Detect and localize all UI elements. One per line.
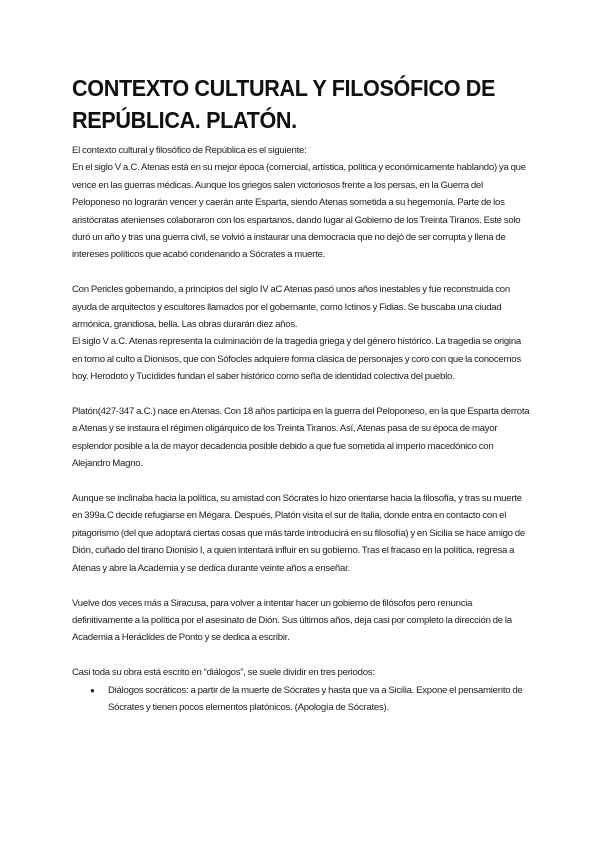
document-page bbox=[72, 72, 530, 716]
bullet-icon: ● bbox=[90, 685, 95, 695]
paragraph-platon-nacimiento: Platón(427-347 a.C.) nace en Atenas. Con 18 años participa en la guerra del Peloponeso, en la que Esparta derrota a Atenas y se instaura el régimen oligárquico de los Treinta Tiranos. Así, Atenas pasa de su época de mayor esplendor posible a la de mayor decadencia posible debido a que fue sometida al imperio macedónico con Alejandro Magno. bbox=[72, 406, 530, 470]
paragraph-gap bbox=[72, 647, 530, 664]
title-line-1: CONTEXTO CULTURAL Y FILOSÓFICO DE bbox=[72, 75, 496, 101]
paragraph-gap bbox=[72, 386, 530, 403]
paragraph-gap bbox=[72, 473, 530, 490]
list-item bbox=[90, 682, 530, 717]
intro-paragraph: El contexto cultural y filosófico de República es el siguiente: bbox=[72, 145, 307, 156]
title-line-2: REPÚBLICA. PLATÓN. bbox=[72, 107, 297, 133]
paragraph-siglo-v: En el siglo V a.C. Atenas está en su mejor época (comercial, artística, política y económicamente hablando) ya que vence en las guerras médicas. Aunque los griegos salen victoriosos frente a los persas, en la Guerra del Peloponeso no lograrán vencer y caerán ante Esparta, siendo Atenas sometida a su hegemonía. Parte de los aristócratas atenienses colaboraron con los espartanos, dando lugar al Gobierno de los Treinta Tiranos. Este solo duró un año y tras una guerra civil, se volvió a instaurar una democracia que no dejó de ser corrupta y llena de intereses políticos que acabó condenando a Sócrates a muerte. bbox=[72, 162, 526, 261]
paragraph-siracusa: Vuelve dos veces más a Siracusa, para volver a intentar hacer un gobierno de filósofos pero renuncia definitivamente a la política por el asesinato de Dión. Sus últimos años, deja casi por completo la dirección de la Academia a Heráclides de Ponto y se dedica a escribir. bbox=[72, 597, 512, 644]
list-item-text: Diálogos socráticos: a partir de la muerte de Sócrates y hasta que va a Sicilia. Expone el pensamiento de Sócrates y tienen pocos elementos platónicos. (Apología de Sócrates). bbox=[108, 684, 523, 713]
paragraph-pericles: Con Pericles gobernando, a principios del siglo IV aC Atenas pasó unos años inestables y fue reconstruida con ayuda de arquitectos y escultores llamados por el gobernante, como Ictinos y Fidias. Se buscaba una ciudad armónica, grandiosa, bella. Las obras durarán diez años. bbox=[72, 284, 510, 331]
periods-list bbox=[72, 682, 530, 717]
paragraph-platon-filosofia: Aunque se inclinaba hacia la política, su amistad con Sócrates lo hizo orientarse hacia la filosofía, y tras su muerte en 399a.C decide refugiarse en Mégara. Después, Platón visita el sur de Italia, donde entra en contacto con el pitagorismo (del que adoptará ciertas cosas que más tarde introducirá en su filosofía) y en Sicilia se hace amigo de Dión, cuñado del tirano Dionisio I, a quien intentará influir en su gobierno. Tras el fracaso en la política, regresa a Atenas y abre la Academia y se dedica durante veinte años a enseñar. bbox=[72, 493, 525, 574]
paragraph-tragedia: El siglo V a.C. Atenas representa la culminación de la tragedia griega y del género histórico. La tragedia se origina en torno al culto a Dionisos, que con Sófocles adquiere forma clásica de personajes y coro con que la conocemos hoy. Herodoto y Tucídides fundan el saber histórico como seña de identidad colectiva del pueblo. bbox=[72, 336, 521, 383]
paragraph-obra: Casi toda su obra está escrito en “diálogos”, se suele dividir en tres periodos: bbox=[72, 667, 375, 679]
paragraph-gap bbox=[72, 264, 530, 281]
document-title bbox=[72, 72, 532, 136]
paragraph-gap bbox=[72, 577, 530, 594]
